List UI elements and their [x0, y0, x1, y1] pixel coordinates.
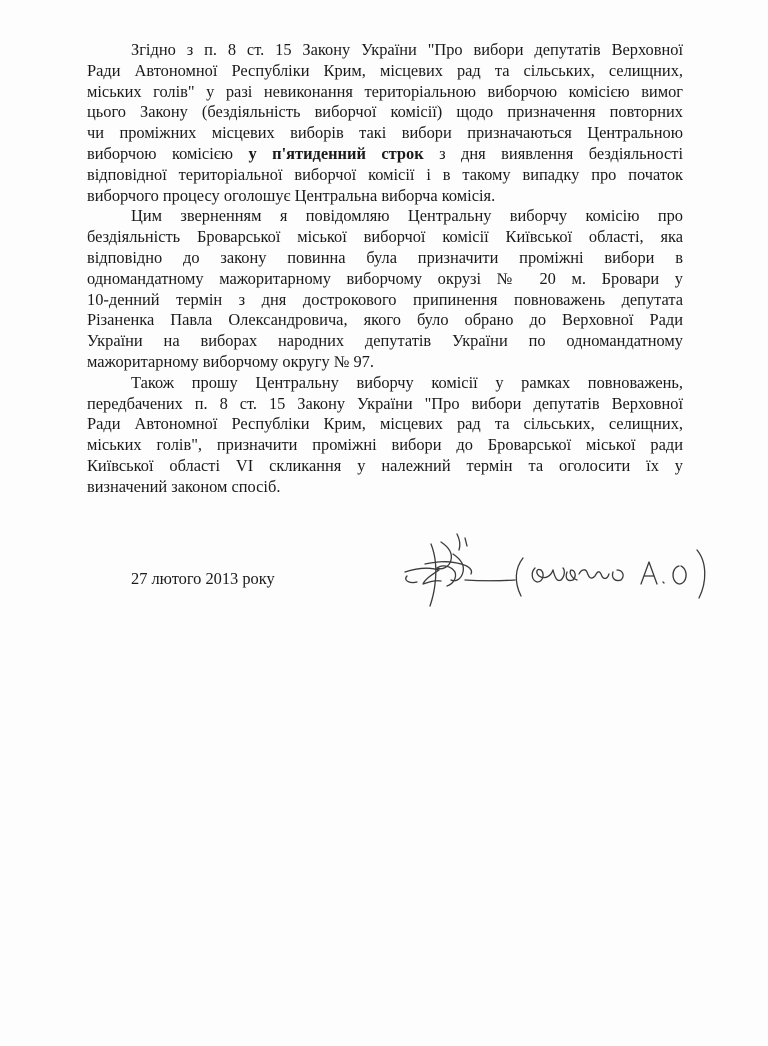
paragraph-1-line: відповідної територіальної виборчої комісії і в такому випадку про початок: [87, 164, 683, 184]
paragraph-1-line: Згідно з п. 8 ст. 15 Закону України "Про вибори депутатів Верховної: [131, 40, 683, 59]
paragraph-2-line: мажоритарному виборчому округу № 97.: [87, 351, 374, 371]
paragraph-2: [87, 206, 683, 372]
paragraph-1-line: чи проміжних місцевих виборів такі вибори призначаються Центральною: [87, 123, 683, 143]
paragraph-1: [87, 40, 683, 206]
bold-deadline-text: у п'ятиденний строк: [248, 143, 424, 163]
text-run: виборчою комісією: [87, 143, 249, 163]
letter-body: [87, 40, 683, 498]
signature-drawing: [395, 524, 715, 614]
paragraph-2-line: бездіяльність Броварської міської виборчої комісії Київської області, яка: [87, 227, 683, 247]
paragraph-3-line: Також прошу Центральну виборчу комісії у рамках повноважень,: [131, 372, 683, 392]
paragraph-2-line: відповідно до закону повинна була призначити проміжні вибори в: [87, 247, 683, 267]
paragraph-3-line: визначений законом спосіб.: [87, 476, 281, 496]
handwritten-signature: [395, 524, 715, 614]
paragraph-1-line: цього Закону (бездіяльність виборчої комісії) щодо призначення повторних: [87, 102, 683, 122]
paragraph-3-line: міських голів", призначити проміжні вибори до Броварської міської ради: [87, 435, 683, 455]
paragraph-2-line: України на виборах народних депутатів України по одномандатному: [87, 331, 683, 351]
paragraph-3-line: Ради Автономної Республіки Крим, місцевих рад та сільських, селищних,: [87, 414, 683, 434]
paragraph-3-line: Київської області VI скликання у належний термін та оголосити їх у: [87, 455, 683, 475]
paragraph-2-line: одномандатному мажоритарному виборчому окрузі № 20 м. Бровари у: [87, 268, 683, 288]
paragraph-2-line: Різаненка Павла Олександровича, якого було обрано до Верховної Ради: [87, 310, 683, 330]
paragraph-1-line: міських голів" у разі невиконання територіальною виборчою комісією вимог: [87, 81, 683, 101]
document-date: 27 лютого 2013 року: [131, 569, 275, 588]
paragraph-2-line: 10-денний термін з дня дострокового припинення повноважень депутата: [87, 289, 683, 309]
paragraph-2-line: Цим зверненням я повідомляю Центральну виборчу комісію про: [131, 206, 683, 226]
text-run: з дня виявлення бездіяльності: [423, 143, 683, 163]
paragraph-3-line: передбачених п. 8 ст. 15 Закону України "Про вибори депутатів Верховної: [87, 393, 683, 413]
paragraph-1-line: Ради Автономної Республіки Крим, місцевих рад та сільських, селищних,: [87, 60, 683, 80]
paragraph-1-line: виборчого процесу оголошує Центральна виборча комісія.: [87, 185, 496, 205]
paragraph-3: [87, 373, 683, 498]
paragraph-1-line: [87, 144, 683, 165]
